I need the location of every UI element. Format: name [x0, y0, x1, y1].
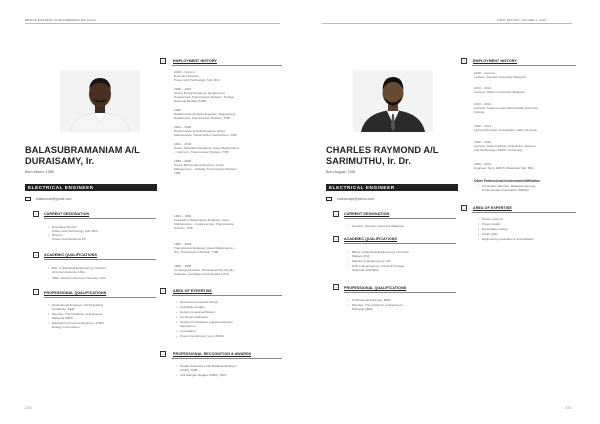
employment-role: Performance & Audit Engineer, Asset [174, 129, 225, 133]
section-rule [172, 65, 282, 66]
briefcase-icon: ▪ [461, 58, 467, 64]
list-item: • Professional Engineer, BEM [352, 298, 391, 302]
graduation-cap-icon: ▪ [33, 252, 39, 258]
employment-role: Performance Analysis Engineer, Engineering [174, 112, 236, 116]
briefcase-icon: ▪ [160, 58, 166, 64]
section-rule [44, 259, 156, 260]
page-number-right: 331 [565, 405, 572, 410]
left-header-rule [25, 23, 280, 24]
section-title-current-designation: CURRENT DESIGNATION [344, 212, 390, 216]
employment-period: 2005 [174, 108, 181, 112]
list-item: • Technical evaluation [180, 315, 208, 319]
section-rule [44, 297, 156, 298]
list-item: • Committee Member, Malaysian Energy [482, 184, 535, 188]
gear-icon: ▪ [461, 205, 467, 211]
list-item: • MBA, Northern Arizona University, USA [52, 276, 106, 280]
list-item-cont: Certificate, BEM [52, 307, 75, 311]
employment-org: Nasional Berhad (TNB) [174, 99, 206, 103]
list-item: • Professional Engineer with Practising [52, 303, 103, 307]
other-involvement-heading: Other Professional Involvement/Affiliation [474, 179, 540, 183]
list-item-cont: transformer [180, 324, 196, 328]
employment-role: Senior Maintenance Engineer, Asset [174, 163, 224, 167]
employment-period: 1994 – 1999 [174, 214, 192, 218]
award-icon: ▪ [160, 351, 166, 357]
list-item: • BSc. in Electrical Engineering, Northern [52, 266, 106, 270]
person-name-line2: SARIMUTHU, Ir. Dr. [326, 156, 412, 166]
employment-role: Lecturer, Monash University Malaysia [474, 75, 526, 79]
employment-org: Department, Transmission Division, Tenaga [174, 95, 234, 99]
right-header-rule [322, 23, 572, 24]
employment-org: Maintenance – Melaka, Transmission Division, [174, 167, 238, 171]
section-title-current-designation: CURRENT DESIGNATION [44, 212, 90, 216]
list-item: • Feasibility studies [180, 305, 204, 309]
list-item: • Testing of substation equipment/power [180, 320, 233, 324]
person-name-line1: BALASUBRAMANIAM A/L [25, 145, 140, 155]
employment-org: Power Grid Technology Sdn. Bhd. [174, 78, 221, 82]
list-item-cont: Power Grid Technology Sdn. Bhd. [52, 229, 99, 233]
page-number-left: 330 [25, 405, 32, 410]
gear-icon: ▪ [160, 288, 166, 294]
list-item-cont: Professionals Association (MEPA) [482, 188, 529, 192]
employment-period: 2001 – 2003 [174, 142, 192, 146]
list-item-cont: Nasional (UNITEN) [352, 268, 379, 272]
employment-org: Division, TNB [174, 226, 193, 230]
employment-org: HQ, Transmission Division, TNB [174, 250, 219, 254]
list-item: • Lecturer, Monash University Malaysia [352, 224, 403, 228]
employment-role: Lecturer, Taylor's University Malaysia [474, 90, 525, 94]
list-item-cont: Malaya (UM) [352, 254, 370, 258]
birth-date: Born August, 1981 [326, 170, 356, 174]
section-rule [344, 243, 456, 244]
employment-period: 1985 – 1986 [174, 264, 192, 268]
employment-period: 2005 – 2018 [174, 87, 192, 91]
list-item: • Design review/verification [180, 310, 215, 314]
right-running-header: FIRST EDITION, VOLUME 4, 2019 [497, 19, 547, 22]
portrait-photo-balasubramaniam [60, 70, 140, 132]
section-title-professional: PROFESSIONAL QUALIFICATIONS [344, 286, 407, 290]
list-item: • Member, The Institution of Engineers [52, 312, 103, 316]
role-banner: ELECTRICAL ENGINEER [326, 184, 458, 191]
birth-date: Born March, 1958 [25, 170, 54, 174]
employment-org: and Technology (AIMST University) [474, 148, 523, 152]
employment-org: – Central 1, Transmission Division, TNB [174, 150, 229, 154]
employment-period: 2018 – Current [474, 71, 495, 75]
person-name-line1: CHARLES RAYMOND A/L [326, 145, 439, 155]
section-rule [344, 218, 456, 219]
list-item-cont: (AMS), 1996 [180, 368, 198, 372]
list-item: • Engineering education & accreditation [482, 237, 534, 241]
section-title-recognition: PROFESSIONAL RECOGNITION & AWARDS [173, 352, 252, 356]
list-item: • Darjah Kebesaran Ahli Mahkota Selangor [180, 364, 237, 368]
employment-role: Senior Design Engineer, Engineering [174, 91, 225, 95]
section-rule [172, 358, 282, 359]
employment-org: Department, Transmission Division, TNB [174, 116, 230, 120]
employment-role: Lecturer, Kuala Lumpur Metropolitan University [474, 106, 539, 110]
employment-role: Substation Maintenance Engineer, Asset [174, 218, 230, 222]
employment-role: Executive Director [174, 74, 200, 78]
section-title-employment: EMPLOYMENT HISTORY [473, 59, 517, 63]
employment-org: College [474, 110, 485, 114]
section-rule [44, 218, 156, 219]
certificate-icon: ▪ [333, 284, 339, 290]
list-item: • Masters in Engineering, UM [352, 259, 390, 263]
section-title-professional: PROFESSIONAL QUALIFICATIONS [44, 291, 107, 295]
section-title-academic: ACADEMIC QUALIFICATIONS [44, 253, 97, 257]
section-title-expertise: AREA OF EXPERTISE [173, 289, 212, 293]
list-item: • PhD in Engineering, Universiti Tenaga [352, 264, 404, 268]
list-item: • Ahli Mangku Negara (AMN), 1997 [180, 373, 226, 377]
list-item: • Electrical Competent Engineer, 275kV, [52, 321, 105, 325]
certificate-icon: ▪ [33, 289, 39, 295]
employment-role: Senior Substation Engineer, Asset Maintenance [174, 146, 240, 150]
section-title-academic: ACADEMIC QUALIFICATIONS [344, 237, 397, 241]
employment-org: TNB [174, 171, 181, 175]
section-rule [472, 65, 576, 66]
employment-role: Technical Assistant, Rural Electricity Supply – [174, 268, 237, 272]
email-icon [326, 197, 332, 201]
briefcase-icon: ▪ [33, 211, 39, 217]
list-item: • Smart grids [482, 232, 498, 236]
section-title-expertise: AREA OF EXPERTISE [473, 206, 512, 210]
employment-org: Maintenance, Transmission Department, TNB [174, 133, 237, 137]
portrait-photo-charles [353, 70, 433, 132]
list-item: • Director [52, 233, 63, 237]
employment-role: Transmission Engineer, Asset Maintenance – [174, 246, 236, 250]
list-item-cont: Power Grid Solutions Plt. [52, 237, 87, 241]
person-name-line2: DURAISAMY, Ir. [25, 156, 95, 166]
list-item-cont: Malaysia (IEM) [352, 307, 373, 311]
list-item: • Executive Director [52, 225, 77, 229]
list-item-cont: Arizona University, USA [52, 270, 85, 274]
list-item-cont: Energy Commission [52, 325, 80, 329]
employment-period: 2013 – 2014 [474, 102, 492, 106]
briefcase-icon: ▪ [333, 211, 339, 217]
employment-period: 1999 – 2000 [174, 159, 192, 163]
employment-org: Selangor, Lembaga Letrik Negara (LLN) [174, 272, 229, 276]
email-link[interactable]: balakumari@gmail.com [36, 197, 72, 201]
graduation-cap-icon: ▪ [333, 236, 339, 242]
employment-role: Lecturer/Program Coordinator, Nilai University [474, 128, 538, 132]
list-item: • consultancy [180, 329, 196, 333]
employment-period: 2014 – 2016 [474, 86, 492, 90]
employment-period: 2018 – Current [174, 70, 195, 74]
list-item: • Renewable energy [482, 227, 508, 231]
list-item: • Member, The Institution of Engineers [352, 303, 403, 307]
list-item: • Power systems [482, 217, 503, 221]
employment-role: Engineer, Sony EMCS (Malaysia) Sdn. Bhd. [474, 166, 535, 170]
employment-org: Maintenance – Kuala Lumpur, Transmission [174, 222, 235, 226]
employment-period: 2006 – 2010 [474, 162, 492, 166]
list-item: • BEng. in Electrical Engineering, Universiti [352, 250, 409, 254]
employment-role: Lecturer, Asian Institute of Medicine, Science [474, 144, 536, 148]
employment-period: 1986 – 1994 [174, 242, 192, 246]
employment-period: 2003 – 2005 [174, 125, 192, 129]
list-item: • Power transformers up to 500kV [180, 334, 224, 338]
list-item: • Electrical conceptual design [180, 300, 218, 304]
list-item: • Power quality [482, 222, 501, 226]
employment-period: 2010 – 2013 [474, 124, 492, 128]
email-link[interactable]: charlscrays@yahoo.com [337, 197, 375, 201]
section-rule [472, 212, 576, 213]
list-item-cont: Malaysia (IEM) [52, 316, 73, 320]
section-rule [172, 295, 282, 296]
employment-period: 2010 – 2010 [474, 140, 492, 144]
role-banner: ELECTRICAL ENGINEER [25, 184, 157, 191]
left-running-header: BRIDGE BUILDERS IN ENGINEERING MALAYSIA [25, 19, 97, 22]
section-rule [344, 292, 456, 293]
section-title-employment: EMPLOYMENT HISTORY [173, 59, 217, 63]
email-icon [25, 197, 31, 201]
